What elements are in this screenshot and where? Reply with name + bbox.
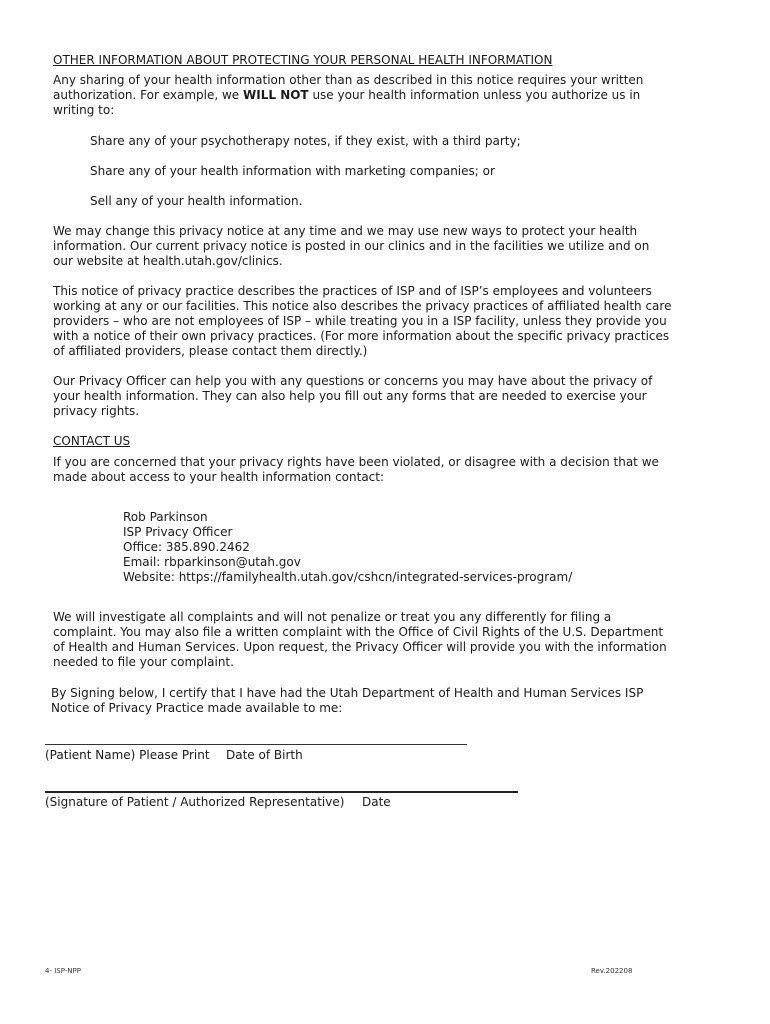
intro-text-before: Any sharing of your health information other than as described in this notice requires your written authorization. For example, we bbox=[53, 73, 644, 102]
list-item: Share any of your psychotherapy notes, if they exist, with a third party; bbox=[90, 134, 521, 148]
privacy-notice-change-paragraph: We may change this privacy notice at any time and we may use new ways to protect your health information. Our current privacy notice is posted in our clinics and in the facilities we utilize and on our website at health.utah.gov/clinics. bbox=[53, 224, 650, 268]
contact-name: Rob Parkinson bbox=[123, 510, 208, 524]
contact-phone: Office: 385.890.2462 bbox=[123, 540, 250, 554]
list-item: Sell any of your health information. bbox=[90, 194, 303, 208]
signature-field[interactable] bbox=[45, 791, 518, 793]
other-info-intro bbox=[53, 73, 673, 118]
patient-name-label: (Patient Name) Please Print bbox=[45, 748, 210, 762]
form-code: 4- ISP-NPP bbox=[45, 967, 81, 975]
date-of-birth-label: Date of Birth bbox=[226, 748, 303, 762]
contact-details bbox=[123, 510, 743, 585]
patient-name-field[interactable] bbox=[45, 744, 467, 745]
signature-label: (Signature of Patient / Authorized Representative) bbox=[45, 795, 345, 809]
other-info-heading: OTHER INFORMATION ABOUT PROTECTING YOUR PERSONAL HEALTH INFORMATION bbox=[53, 53, 553, 67]
list-item: Share any of your health information with marketing companies; or bbox=[90, 164, 495, 178]
complaints-paragraph: We will investigate all complaints and will not penalize or treat you any differently for filing a complaint. You may also file a written complaint with the Office of Civil Rights of the U.S. Department of Health and Human Services. Upon request, the Privacy Officer will provide you with the information needed to file your complaint. bbox=[53, 610, 667, 669]
intro-emphasis: WILL NOT bbox=[243, 88, 309, 102]
signature-date-label: Date bbox=[362, 795, 391, 809]
privacy-officer-paragraph: Our Privacy Officer can help you with any questions or concerns you may have about the privacy of your health information. They can also help you fill out any forms that are needed to exercise your privacy rights. bbox=[53, 374, 653, 418]
contact-website: Website: https://familyhealth.utah.gov/cshcn/integrated-services-program/ bbox=[123, 570, 573, 584]
revision-code: Rev.202208 bbox=[591, 967, 633, 975]
contact-heading: CONTACT US bbox=[53, 434, 131, 448]
contact-intro: If you are concerned that your privacy rights have been violated, or disagree with a decision that we made about access to your health information contact: bbox=[53, 455, 659, 484]
contact-email: Email: rbparkinson@utah.gov bbox=[123, 555, 301, 569]
contact-title: ISP Privacy Officer bbox=[123, 525, 233, 539]
certification-statement: By Signing below, I certify that I have had the Utah Department of Health and Human Services ISP Notice of Privacy Practice made available to me: bbox=[51, 686, 644, 715]
practices-description-paragraph: This notice of privacy practice describes the practices of ISP and of ISP’s employees and volunteers working at any or our facilities. This notice also describes the privacy practices of affiliated health care providers – who are not employees of ISP – while treating you in a ISP facility, unless they provide you with a notice of their own privacy practices. (For more information about the specific privacy practices of affiliated providers, please contact them directly.) bbox=[53, 284, 672, 358]
intro-text-after: use your health information unless you authorize us in writing to: bbox=[53, 88, 641, 117]
